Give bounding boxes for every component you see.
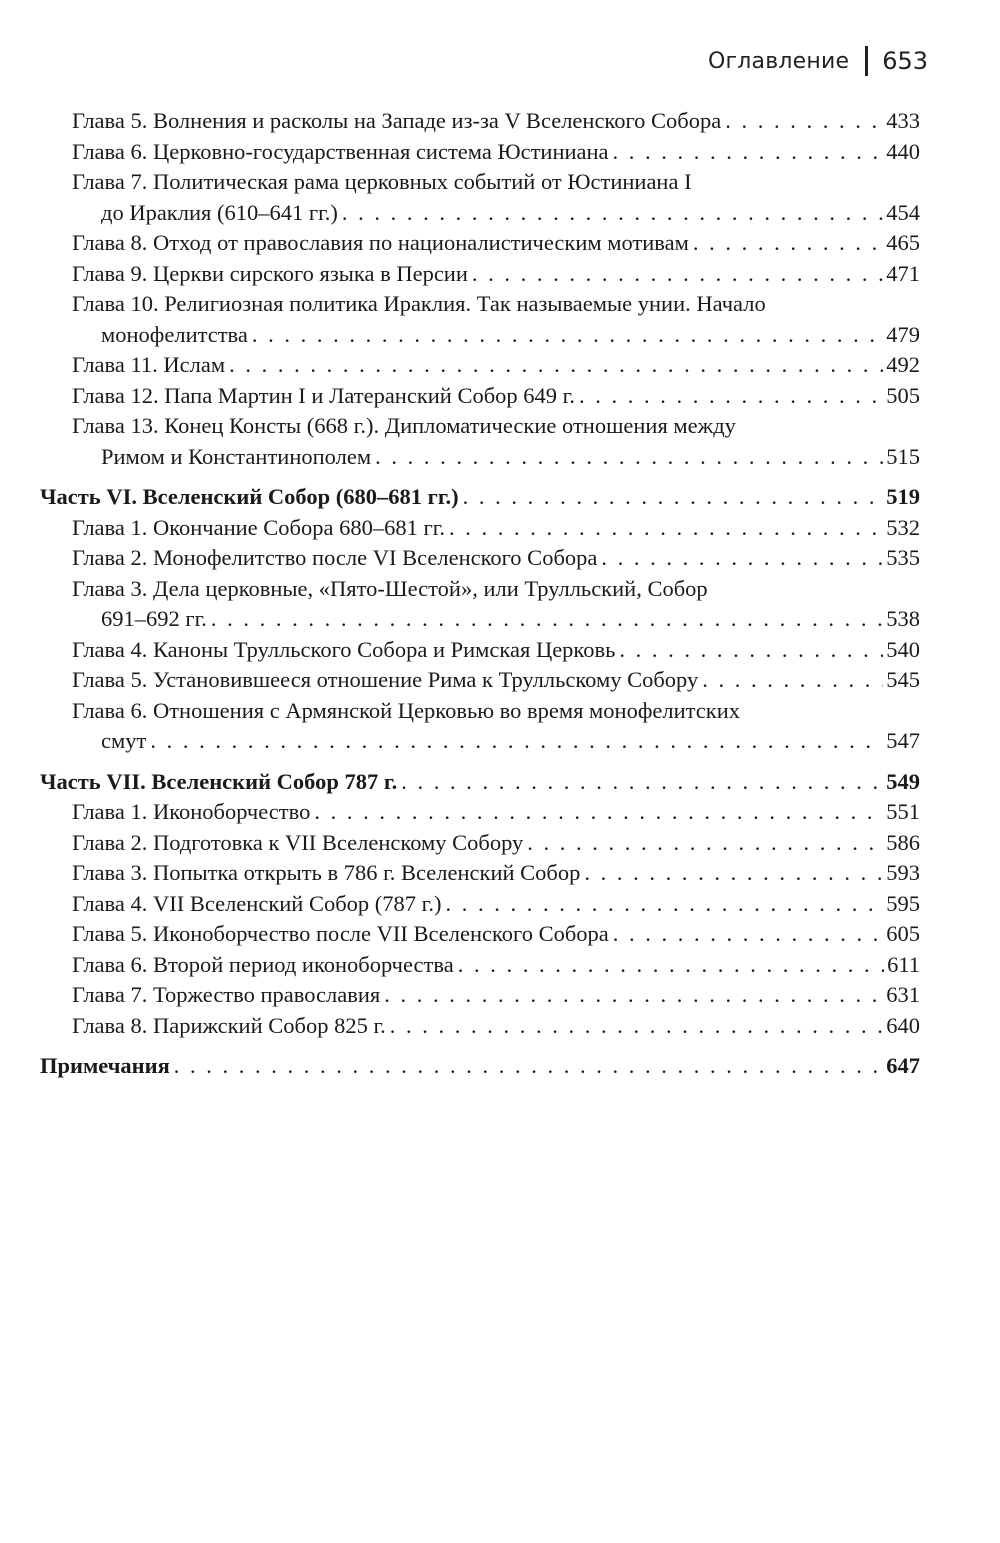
dot-leader: [150, 726, 883, 757]
toc-entry-page: 593: [886, 860, 920, 885]
toc-entry-page: 540: [886, 636, 920, 662]
dot-leader: [601, 543, 883, 574]
toc-chapter-entry[interactable]: [40, 350, 920, 381]
toc-chapter-entry[interactable]: [40, 106, 920, 137]
dot-leader: [314, 797, 883, 828]
running-head: [708, 46, 928, 76]
dot-leader: [584, 858, 883, 889]
toc-chapter-entry[interactable]: [40, 259, 920, 290]
toc-entry-page: 549: [886, 768, 920, 794]
toc-entry-first-line: Глава 10. Религиозная политика Ираклия. Так называемые унии. Начало: [72, 291, 766, 316]
toc-chapter-entry[interactable]: [40, 665, 920, 696]
toc-entry-first-line: Глава 13. Конец Консты (668 г.). Дипломатические отношения между: [72, 413, 736, 438]
dot-leader: [229, 350, 883, 381]
dot-leader: [342, 198, 883, 229]
toc-entry-page: 605: [886, 921, 920, 946]
toc-chapter-entry[interactable]: [40, 513, 920, 544]
dot-leader: [211, 604, 883, 635]
toc-entry-page: 479: [886, 321, 920, 347]
dot-leader: [613, 137, 884, 168]
dot-leader: [384, 980, 883, 1011]
toc-entry-title: 691–692 гг.: [101, 606, 207, 631]
toc-entry-title: Глава 11. Ислам: [72, 352, 226, 377]
toc-chapter-entry[interactable]: [40, 320, 920, 351]
toc-chapter-entry[interactable]: [40, 828, 920, 859]
toc-entry-page: 454: [886, 199, 920, 225]
toc-chapter-entry[interactable]: [40, 381, 920, 412]
toc-chapter-entry[interactable]: [40, 726, 920, 757]
toc-entry-title: смут: [101, 728, 147, 753]
dot-leader: [619, 635, 883, 666]
toc-entry-page: 440: [886, 138, 920, 164]
toc-entry-title: монофелитства: [101, 321, 248, 347]
toc-entry-page: 631: [886, 982, 920, 1007]
toc-entry-title: до Ираклия (610–641 гг.): [101, 199, 338, 225]
toc-entry-title: Глава 7. Торжество православия: [72, 982, 381, 1007]
dot-leader: [702, 665, 883, 696]
toc-entry-first-line: Глава 7. Политическая рама церковных событий от Юстиниана I: [72, 169, 692, 194]
dot-leader: [445, 889, 883, 920]
toc-entry-title: Глава 2. Монофелитство после VI Вселенского Собора: [72, 545, 598, 570]
toc-entry-page: 535: [886, 545, 920, 570]
toc-entry-title: Глава 5. Установившееся отношение Рима к Трулльскому Собору: [72, 667, 699, 692]
toc-entry-page: 505: [886, 382, 920, 408]
toc-entry-page: 433: [886, 108, 920, 133]
running-head-title: Оглавление: [707, 48, 850, 74]
toc-part-entry[interactable]: [40, 1051, 920, 1082]
dot-leader: [458, 950, 884, 981]
toc-entry-title: Глава 1. Окончание Собора 680–681 гг.: [72, 514, 446, 540]
toc-entry-first-line: Глава 3. Дела церковные, «Пято-Шестой», или Трулльский, Собор: [72, 575, 708, 601]
toc-entry-title: Примечания: [40, 1053, 170, 1078]
toc-chapter-entry[interactable]: [40, 604, 920, 635]
toc-entry-page: 465: [886, 230, 920, 255]
running-head-divider: [865, 46, 868, 76]
toc-entry-title: Глава 8. Отход от православия по националистическим мотивам: [72, 230, 689, 255]
dot-leader: [613, 919, 883, 950]
toc-entry-page: 471: [886, 260, 920, 286]
dot-leader: [472, 259, 883, 290]
toc-entry-title: Глава 12. Папа Мартин I и Латеранский Собор 649 г.: [72, 382, 575, 408]
dot-leader: [693, 228, 883, 259]
toc-entry-title: Глава 1. Иконоборчество: [72, 799, 311, 824]
toc-part-entry[interactable]: [40, 482, 920, 513]
toc-entry-page: 532: [886, 514, 920, 540]
toc-entry-title: Глава 5. Волнения и расколы на Западе из-за V Вселенского Собора: [72, 108, 722, 133]
toc-entry-page: 595: [886, 890, 920, 916]
dot-leader: [725, 106, 883, 137]
toc-entry-page: 640: [886, 1012, 920, 1038]
toc-chapter-entry[interactable]: [40, 858, 920, 889]
toc-entry-title: Глава 6. Церковно-государственная система Юстиниана: [72, 138, 609, 164]
toc-chapter-entry[interactable]: [40, 889, 920, 920]
toc-entry-title: Глава 3. Попытка открыть в 786 г. Вселенский Собор: [72, 860, 581, 885]
toc-part-entry[interactable]: [40, 767, 920, 798]
toc-entry-page: 515: [886, 443, 920, 469]
toc-chapter-entry[interactable]: [40, 950, 920, 981]
toc-entry-title: Глава 5. Иконоборчество после VII Вселенского Собора: [72, 921, 609, 946]
toc-chapter-entry[interactable]: [40, 980, 920, 1011]
dot-leader: [375, 442, 883, 473]
toc-chapter-entry[interactable]: [40, 1011, 920, 1042]
toc-chapter-entry[interactable]: [40, 919, 920, 950]
toc-entry-page: 538: [886, 606, 920, 631]
toc-chapter-entry[interactable]: [40, 228, 920, 259]
toc-entry-title: Римом и Константинополем: [101, 443, 372, 469]
toc-chapter-entry[interactable]: [40, 442, 920, 473]
dot-leader: [401, 767, 883, 798]
toc-entry-title: Часть VII. Вселенский Собор 787 г.: [40, 768, 398, 794]
toc-entry-title: Глава 4. VII Вселенский Собор (787 г.): [72, 890, 442, 916]
toc-entry-title: Глава 8. Парижский Собор 825 г.: [72, 1012, 386, 1038]
dot-leader: [449, 513, 883, 544]
toc-entry-first-line: Глава 6. Отношения с Армянской Церковью во время монофелитских: [72, 697, 740, 723]
toc-entry-title: Глава 9. Церкви сирского языка в Персии: [72, 260, 468, 286]
toc-chapter-entry[interactable]: [40, 797, 920, 828]
dot-leader: [463, 482, 884, 513]
toc-entry-title: Глава 6. Второй период иконоборчества: [72, 951, 454, 977]
dot-leader: [174, 1051, 883, 1082]
toc-entry-title: Глава 4. Каноны Трулльского Собора и Римская Церковь: [72, 636, 616, 662]
toc-entry-page: 492: [886, 352, 920, 377]
table-of-contents: [40, 106, 920, 1082]
toc-entry-page: 586: [886, 829, 920, 855]
toc-chapter-entry[interactable]: [40, 198, 920, 229]
toc-entry-page: 547: [886, 728, 920, 753]
dot-leader: [579, 381, 883, 412]
toc-chapter-entry[interactable]: [40, 137, 920, 168]
toc-entry-title: Глава 2. Подготовка к VII Вселенскому Собору: [72, 829, 524, 855]
toc-entry-page: 551: [886, 799, 920, 824]
toc-entry-page: 647: [886, 1053, 920, 1078]
dot-leader: [527, 828, 883, 859]
page-number: 653: [882, 47, 928, 75]
toc-entry-page: 519: [886, 484, 920, 509]
toc-chapter-entry[interactable]: [40, 635, 920, 666]
toc-entry-page: 611: [887, 951, 920, 977]
toc-entry-page: 545: [886, 667, 920, 692]
toc-chapter-entry[interactable]: [40, 543, 920, 574]
dot-leader: [252, 320, 883, 351]
toc-entry-title: Часть VI. Вселенский Собор (680–681 гг.): [40, 484, 459, 509]
dot-leader: [390, 1011, 883, 1042]
